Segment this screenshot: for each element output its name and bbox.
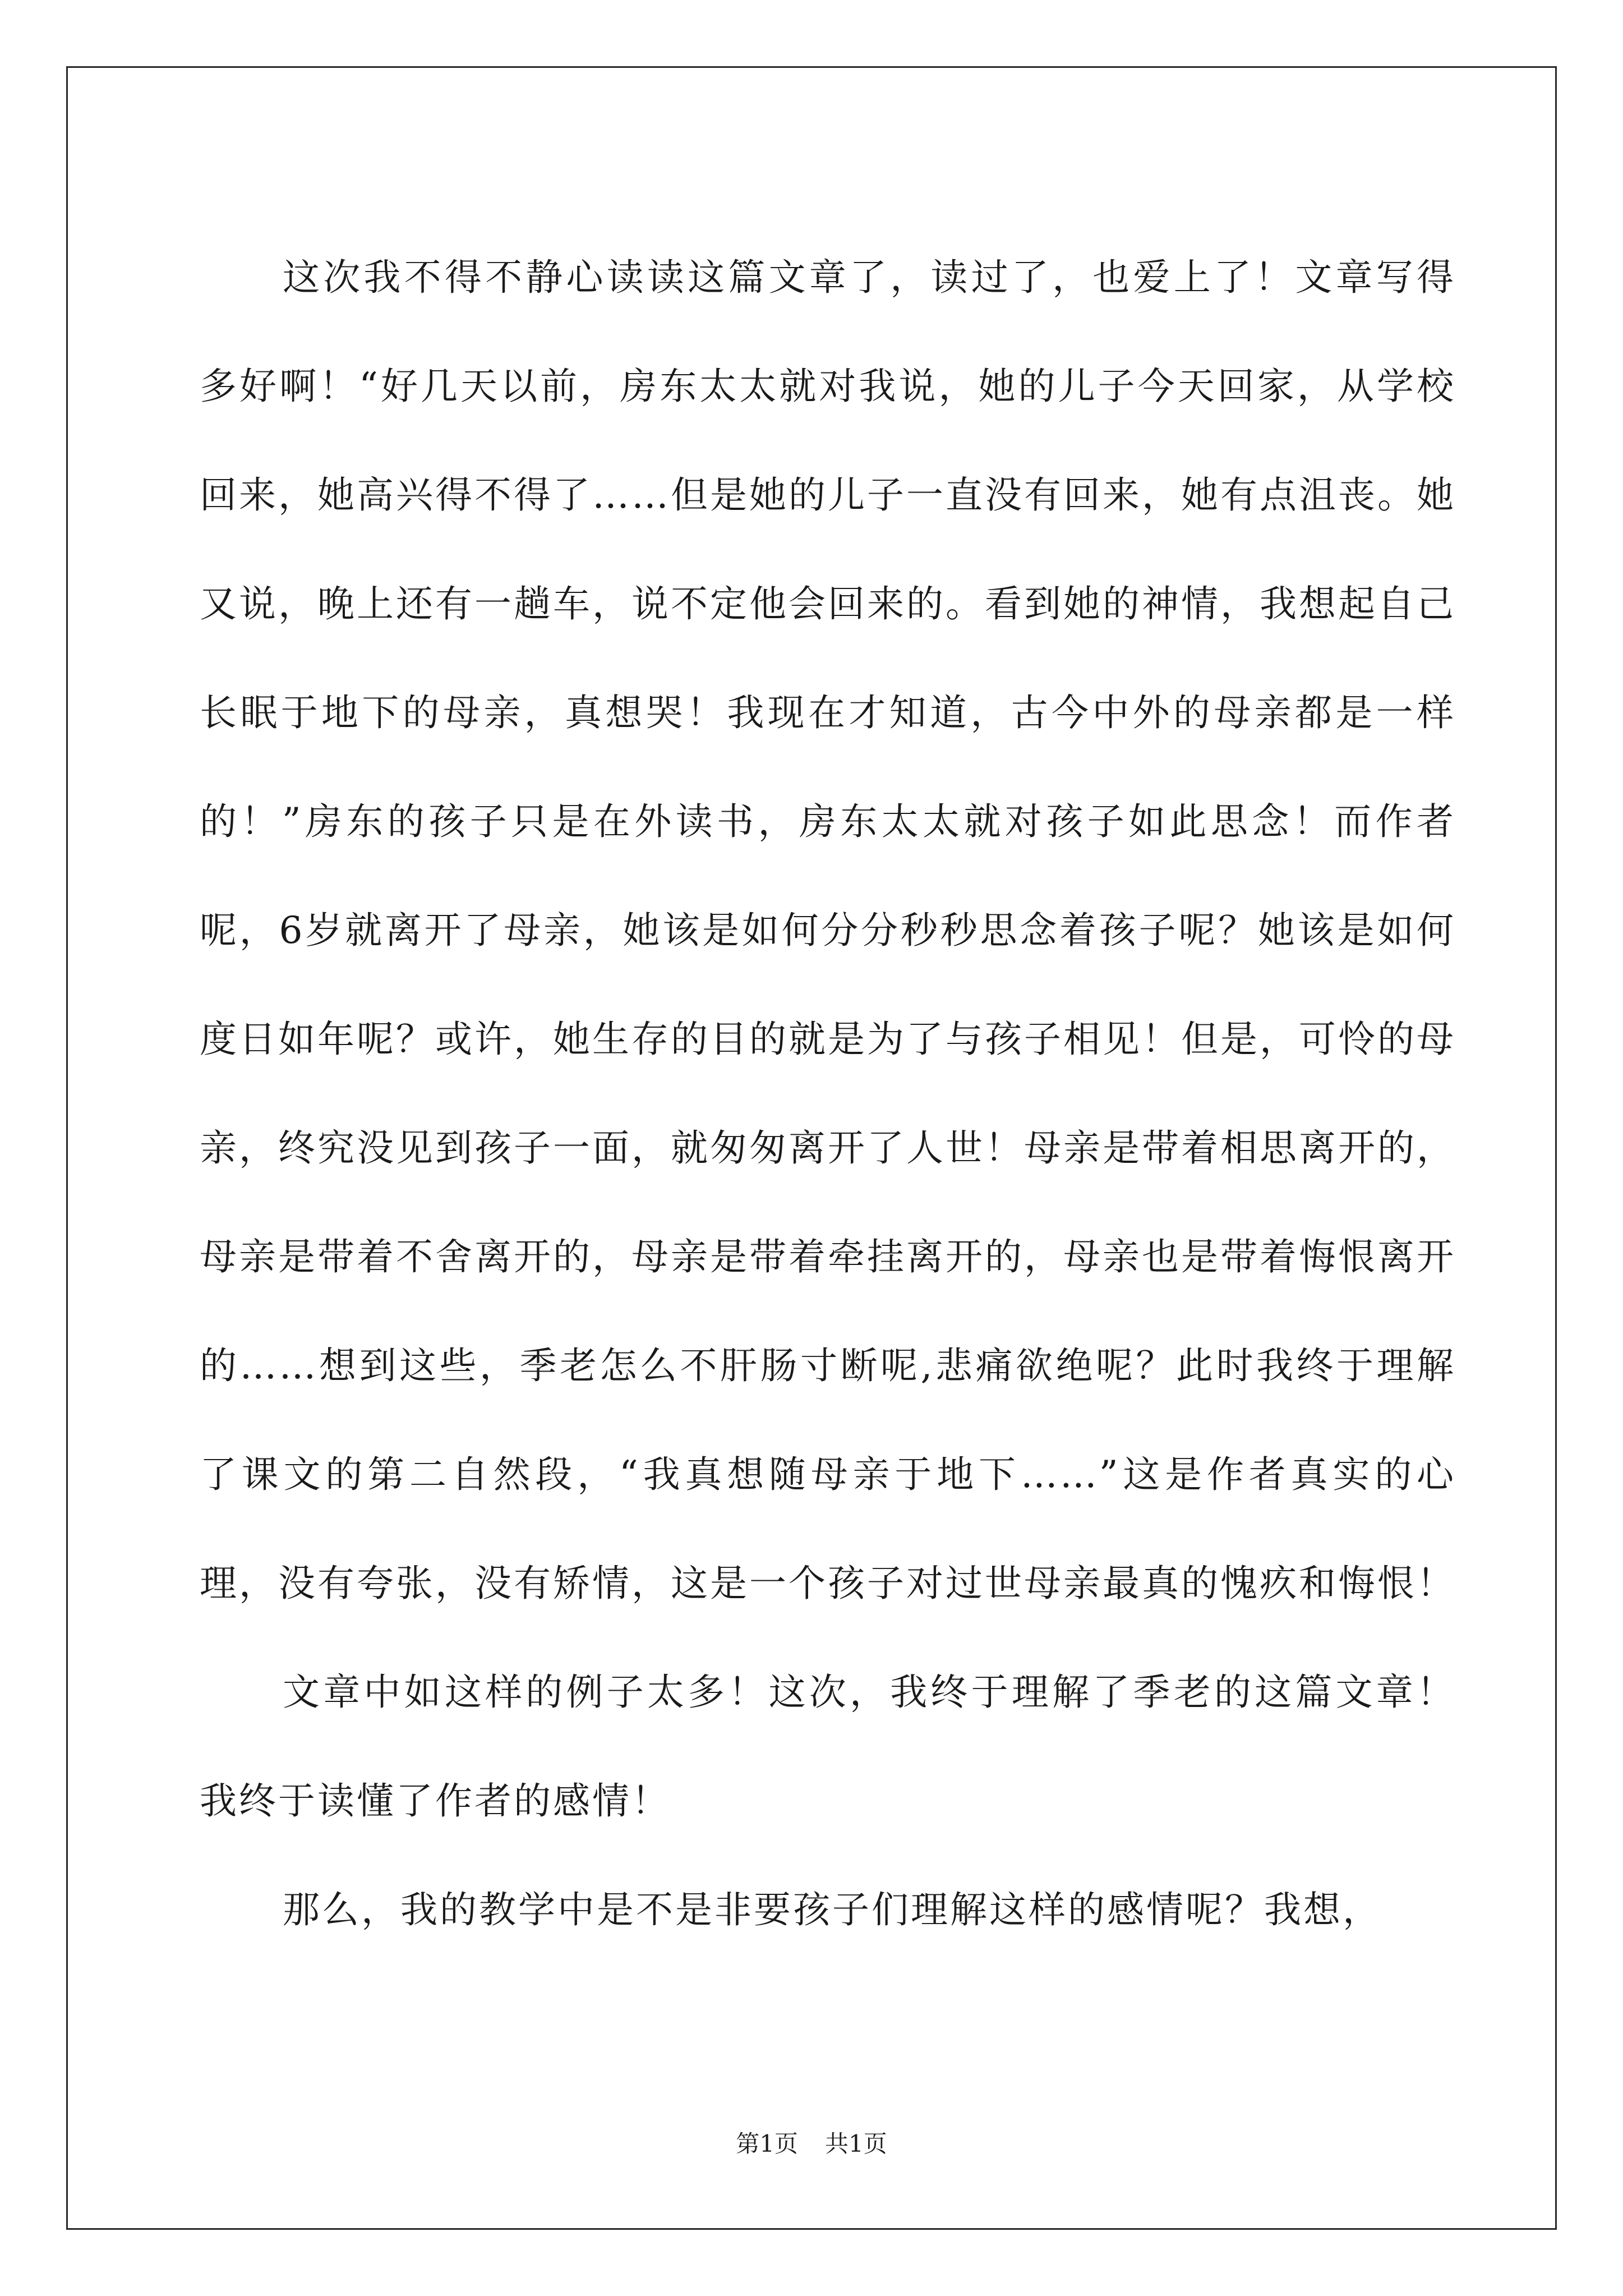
page-number: 第1页: [736, 2130, 798, 2157]
page-footer: [0, 2128, 1623, 2160]
document-body: [200, 223, 1456, 1964]
paragraph-2: 文章中如这样的例子太多！这次，我终于理解了季老的这篇文章！我终于读懂了作者的感情！: [200, 1671, 1456, 1823]
page-total: 共1页: [825, 2130, 887, 2157]
paragraph-1: 这次我不得不静心读读这篇文章了，读过了，也爱上了！文章写得多好啊！“好几天以前，房东太太就对我说，她的儿子今天回家，从学校回来，她高兴得不得了……但是她的儿子一直没有回来，她有点沮丧。她又说，晚上还有一趟车，说不定他会回来的。看到她的神情，我想起自己长眠于地下的母亲，真想哭！我现在才知道，古今中外的母亲都是一样的！”房东的孩子只是在外读书，房东太太就对孩子如此思念！而作者呢，6岁就离开了母亲，她该是如何分分秒秒思念着孩子呢？她该是如何度日如年呢？或许，她生存的目的就是为了与孩子相见！但是，可怜的母亲，终究没见到孩子一面，就匆匆离开了人世！母亲是带着相思离开的，母亲是带着不舍离开的，母亲是带着牵挂离开的，母亲也是带着悔恨离开的……想到这些，季老怎么不肝肠寸断呢,悲痛欲绝呢？此时我终于理解了课文的第二自然段，“我真想随母亲于地下……”这是作者真实的心理，没有夸张，没有矫情，这是一个孩子对过世母亲最真的愧疚和悔恨！: [200, 256, 1456, 1605]
paragraph-3: 那么，我的教学中是不是非要孩子们理解这样的感情呢？我想，: [283, 1888, 1382, 1931]
